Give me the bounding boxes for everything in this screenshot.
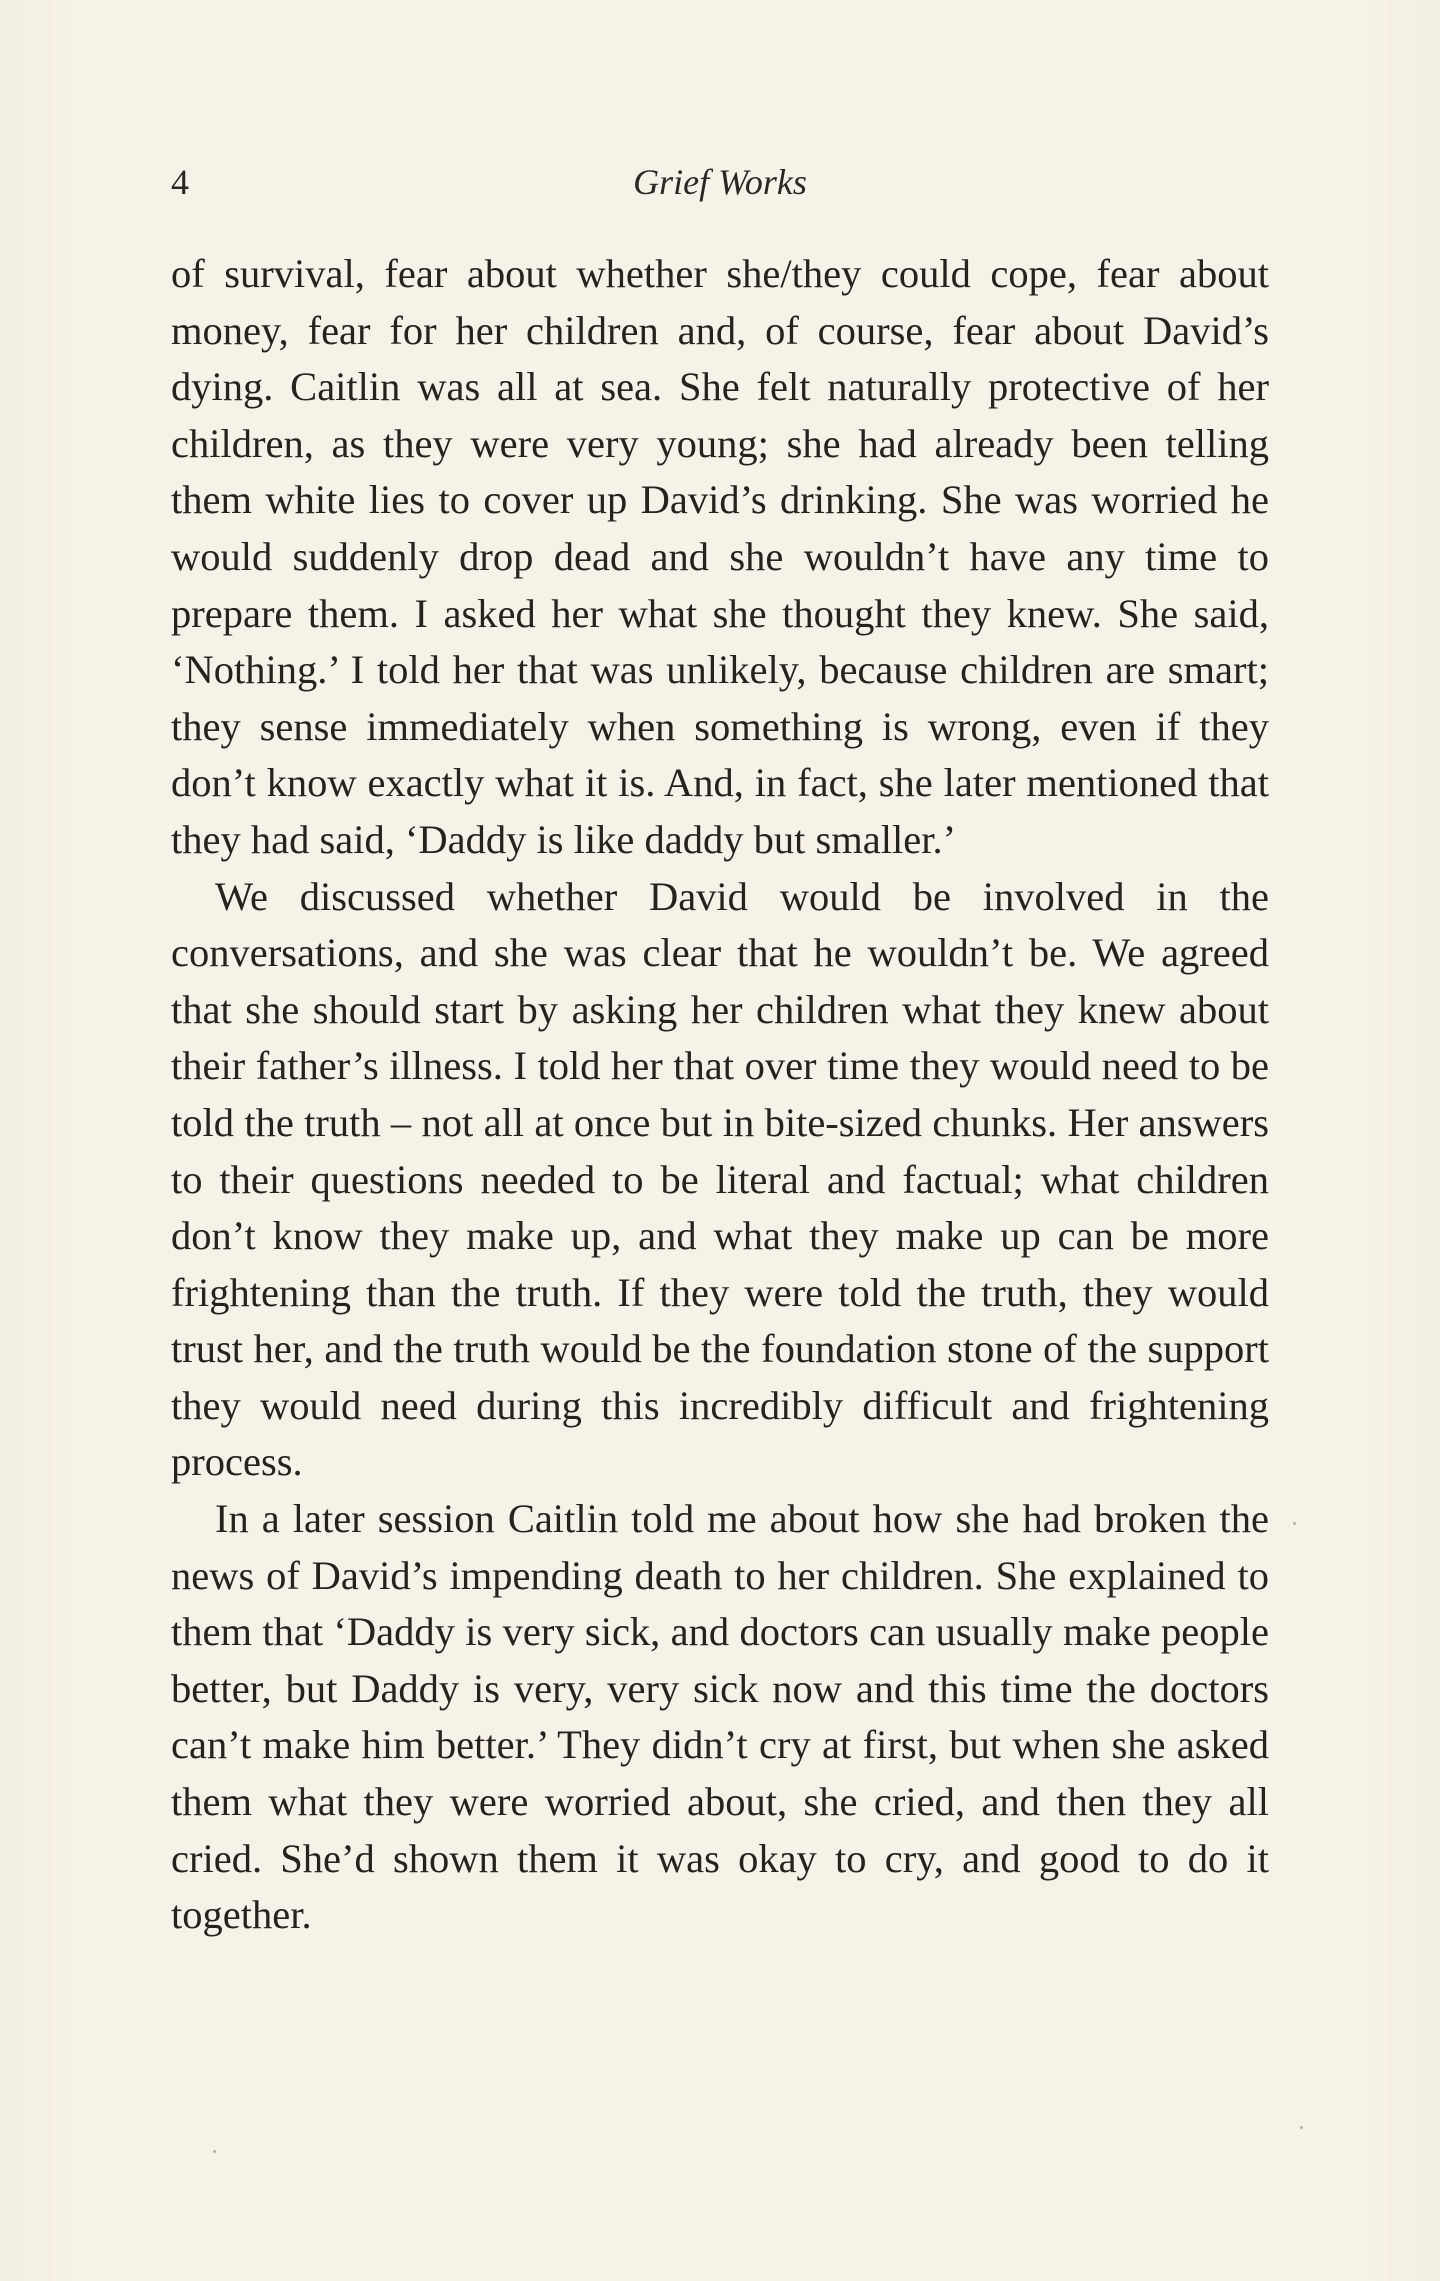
paragraph-continued: of survival, fear about whether she/they could cope, fear about money, fear for her children and, of course, fear about David’s dying. Caitlin was all at sea. She felt naturally protective of her children, as they were very young; she had already been telling them white lies to cover up David’s drinking. She was worried he would suddenly drop dead and she wouldn’t have any time to prepare them. I asked her what she thought they knew. She said, ‘Nothing.’ I told her that was unlikely, because children are smart; they sense immediately when something is wrong, even if they don’t know exactly what it is. And, in fact, she later mentioned that they had said, ‘Daddy is like daddy but smaller.’ xyxy=(171,251,1269,862)
paper-speck xyxy=(213,2150,216,2153)
paragraph-later-session: In a later session Caitlin told me about how she had broken the news of David’s impending death to her children. She explained to them that ‘Daddy is very sick, and doctors can usually make people better, but Daddy is very, very sick now and this time the doctors can’t make him better.’ They didn’t cry at first, but when she asked them what they were worried about, she cried, and then they all cried. She’d shown them it was okay to cry, and good to do it together. xyxy=(171,1496,1269,1938)
page-header xyxy=(171,152,1269,212)
paper-speck xyxy=(1293,1522,1296,1525)
paragraph-discussion: We discussed whether David would be involved in the conversations, and she was clear that he wouldn’t be. We agreed that she should start by asking her children what they knew about their father’s illness. I told her that over time they would need to be told the truth – not all at once but in bite-sized chunks. Her answers to their questions needed to be literal and factual; what children don’t know they make up, and what they make up can be more frightening than the truth. If they were told the truth, they would trust her, and the truth would be the foundation stone of the support they would need during this incredibly difficult and frightening process. xyxy=(171,873,1269,1485)
running-title: Grief Works xyxy=(633,162,807,202)
page-number: 4 xyxy=(171,162,189,202)
body-text xyxy=(171,246,1269,1944)
paper-speck xyxy=(1300,2126,1303,2129)
